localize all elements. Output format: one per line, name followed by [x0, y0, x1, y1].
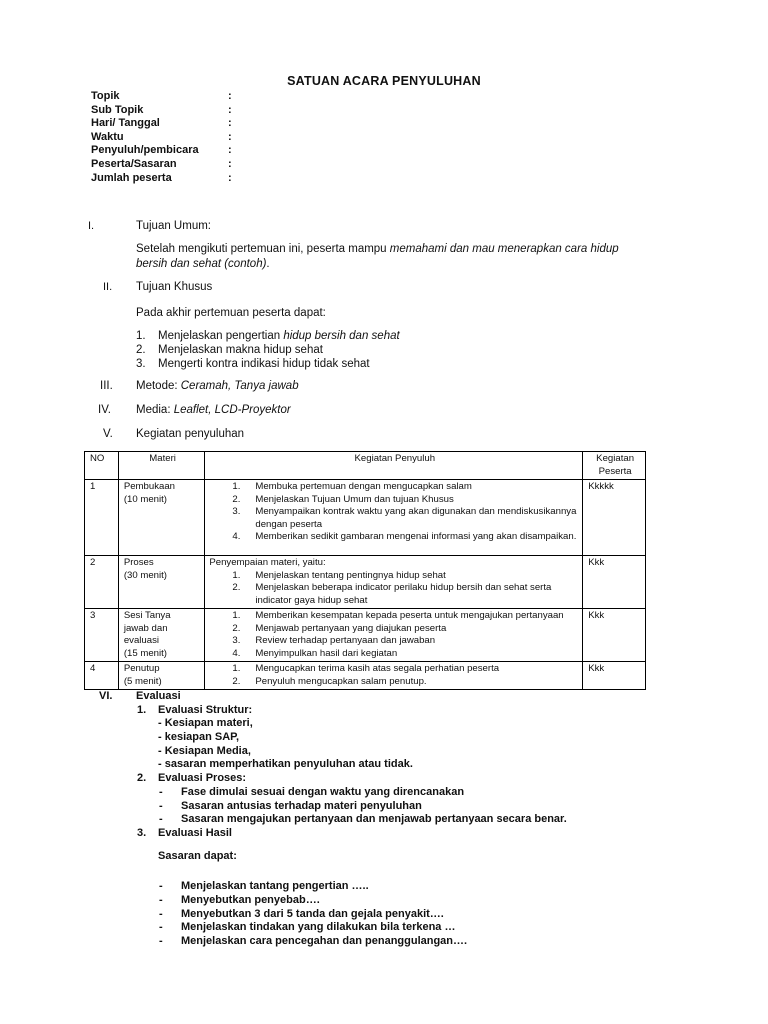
cell-peserta: Kkk	[583, 662, 646, 690]
table-row	[85, 556, 646, 609]
item-number: 1.	[232, 569, 241, 581]
cell-no: 3	[85, 609, 119, 662]
list-item	[0, 786, 768, 800]
item-number: 4.	[232, 647, 241, 659]
item-dash: -	[159, 935, 163, 947]
section-heading: Kegiatan penyuluhan	[136, 428, 245, 440]
table-row	[85, 480, 646, 556]
item-text: - Kesiapan materi,	[158, 717, 253, 730]
item-text: Menjelaskan Tujuan Umum dan tujuan Khusus	[255, 493, 454, 505]
info-row-jumlah	[91, 172, 232, 186]
evaluasi-heading-row	[0, 690, 768, 704]
list-item	[0, 921, 768, 935]
tujuan-khusus-list	[136, 330, 656, 372]
table-row	[85, 609, 646, 662]
table-row	[85, 662, 646, 690]
info-colon: :	[228, 157, 232, 170]
section-evaluasi	[0, 690, 768, 949]
info-row-topik	[91, 90, 232, 104]
item-text: Memberikan kesempatan kepada peserta untuk mengajukan pertanyaan	[255, 610, 564, 621]
item-dash: -	[159, 785, 163, 798]
list-item	[0, 935, 768, 949]
item-text: Menjawab pertanyaan yang diajukan peserta	[255, 622, 447, 634]
info-label: Sub Topik	[91, 103, 144, 116]
item-text: Menjelaskan makna hidup sehat	[158, 344, 323, 356]
item-number: 1.	[137, 703, 147, 716]
item-text: Menyebutkan penyebab….	[181, 893, 320, 906]
info-row-peserta	[91, 158, 232, 172]
item-text-italic: hidup bersih dan sehat	[283, 330, 400, 342]
item-text: Menyebutkan 3 dari 5 tanda dan gejala penyakit….	[181, 907, 444, 920]
cell-materi	[118, 662, 205, 690]
item-text: Mengucapkan terima kasih atas segala perhatian peserta	[255, 663, 500, 674]
item-number: 1.	[232, 610, 241, 621]
item-text: Penyuluh mengucapkan salam penutup.	[255, 675, 427, 687]
item-text: Menjelaskan cara pencegahan dan penanggulangan….	[181, 935, 468, 947]
tujuan-umum-text	[136, 242, 676, 272]
cell-kegiatan	[205, 662, 583, 690]
activity-item	[210, 676, 579, 689]
list-item	[0, 813, 768, 827]
info-label: Waktu	[91, 130, 124, 143]
activity-item	[210, 610, 579, 623]
item-number: 3.	[137, 826, 147, 839]
info-colon: :	[228, 103, 232, 116]
section-number: IV.	[98, 404, 112, 416]
item-dash: -	[159, 907, 163, 920]
item-text: Menyimpulkan hasil dari kegiatan	[255, 647, 398, 659]
item-text: Menjelaskan tantang pengertian …..	[181, 880, 369, 893]
info-colon: :	[228, 171, 232, 184]
section-content	[136, 404, 291, 418]
list-item	[136, 358, 656, 372]
materi-line: Penutup	[123, 663, 160, 674]
info-label: Topik	[91, 90, 120, 102]
section-number: I.	[88, 220, 95, 232]
text-italic: memahami dan mau menerapkan cara hidup	[389, 243, 619, 255]
text-plain: Setelah mengikuti pertemuan ini, peserta mampu	[136, 243, 390, 255]
subsection-heading: Evaluasi Struktur:	[158, 703, 253, 716]
list-item	[0, 731, 768, 745]
item-text: Mengerti kontra indikasi hidup tidak sehat	[158, 358, 370, 370]
evaluasi-proses-heading	[0, 772, 768, 786]
materi-line: (5 menit)	[123, 675, 162, 687]
item-number: 2.	[232, 622, 241, 634]
activity-item	[210, 623, 579, 636]
activity-table	[84, 451, 646, 690]
activity-item	[210, 494, 579, 507]
header-no: NO	[85, 452, 119, 480]
section-heading: Tujuan Khusus	[136, 281, 213, 293]
item-number: 3.	[136, 358, 146, 370]
spacer	[0, 863, 768, 880]
info-row-waktu	[91, 131, 232, 145]
section-number: VI.	[99, 690, 113, 702]
item-text: Fase dimulai sesuai dengan waktu yang direncanakan	[181, 785, 465, 798]
hasil-intro-row	[0, 850, 768, 864]
list-item	[136, 330, 656, 344]
section-number: V.	[103, 428, 113, 440]
item-dash: -	[159, 893, 163, 906]
item-number: 1.	[232, 481, 241, 492]
header-kegiatan-peserta: Kegiatan Peserta	[583, 452, 646, 480]
item-text: Menjelaskan beberapa indicator perilaku hidup bersih dan sehat serta indicator gaya hidup sehat	[255, 582, 552, 606]
item-text: Sasaran antusias terhadap materi penyuluhan	[181, 799, 422, 812]
section-content	[136, 380, 299, 394]
info-row-penyuluh	[91, 144, 232, 158]
activity-item	[210, 506, 579, 531]
item-number: 2.	[232, 675, 241, 687]
item-number: 2.	[136, 344, 146, 356]
hasil-intro: Sasaran dapat:	[158, 849, 237, 862]
item-number: 1.	[232, 663, 241, 674]
cell-no: 1	[85, 480, 119, 556]
materi-line: (10 menit)	[123, 493, 167, 505]
item-dash: -	[159, 813, 163, 826]
activity-item	[209, 570, 579, 583]
activity-item	[210, 481, 579, 494]
materi-line: Pembukaan	[123, 481, 176, 492]
materi-line: Sesi Tanya	[123, 610, 171, 621]
materi-line: evaluasi	[123, 635, 160, 646]
info-colon: :	[228, 117, 232, 130]
item-text: Menjelaskan tentang pentingnya hidup sehat	[255, 569, 446, 581]
info-colon: :	[228, 130, 232, 143]
text-italic: bersih dan sehat (contoh)	[136, 258, 267, 270]
info-label: Penyuluh/pembicara	[91, 144, 199, 157]
activity-item	[210, 531, 579, 544]
metode-label: Metode:	[136, 380, 181, 392]
materi-line: (15 menit)	[123, 647, 167, 659]
item-text-plain: Menjelaskan pengertian	[158, 330, 284, 342]
info-row-sub-topik	[91, 104, 232, 118]
cell-no: 2	[85, 556, 119, 609]
cell-materi	[118, 556, 205, 609]
section-heading: Evaluasi	[136, 690, 181, 702]
activity-item	[210, 648, 579, 661]
info-colon: :	[228, 90, 232, 102]
item-number: 1.	[136, 330, 146, 342]
item-text: - sasaran memperhatikan penyuluhan atau tidak.	[158, 758, 413, 771]
cell-materi	[118, 609, 205, 662]
cell-no: 4	[85, 662, 119, 690]
materi-line: Proses	[123, 557, 154, 568]
subsection-heading: Evaluasi Hasil	[158, 826, 232, 839]
section-heading: Tujuan Umum:	[136, 220, 211, 232]
list-item	[0, 717, 768, 731]
list-item	[0, 758, 768, 772]
media-label: Media:	[136, 404, 174, 416]
evaluasi-struktur-heading	[0, 704, 768, 718]
item-dash: -	[159, 880, 163, 893]
list-item	[0, 894, 768, 908]
item-text: - kesiapan SAP,	[158, 731, 240, 744]
item-dash: -	[159, 921, 163, 934]
section-number: II.	[103, 281, 113, 293]
cell-peserta: Kkkkk	[583, 480, 646, 556]
activity-item	[210, 663, 579, 676]
item-text: Menyampaikan kontrak waktu yang akan digunakan dan mendiskusikannya dengan peserta	[255, 506, 577, 530]
evaluasi-hasil-heading	[0, 827, 768, 841]
item-number: 3.	[232, 635, 241, 646]
materi-line: (30 menit)	[123, 569, 167, 581]
section-number: III.	[100, 380, 113, 392]
activity-intro: Penyempaian materi, yaitu:	[209, 557, 326, 568]
cell-kegiatan	[205, 480, 583, 556]
cell-peserta: Kkk	[583, 609, 646, 662]
item-text: Menjelaskan tindakan yang dilakukan bila terkena …	[181, 921, 456, 934]
spacer	[0, 841, 768, 850]
list-item	[0, 800, 768, 814]
list-item	[0, 745, 768, 759]
cell-kegiatan	[205, 609, 583, 662]
info-colon: :	[228, 144, 232, 157]
header-kegiatan-penyuluh: Kegiatan Penyuluh	[205, 452, 583, 480]
materi-line: jawab dan	[123, 622, 168, 634]
info-row-hari-tanggal	[91, 117, 232, 131]
info-label: Peserta/Sasaran	[91, 157, 177, 170]
item-number: 2.	[232, 493, 241, 505]
metode-value: Ceramah, Tanya jawab	[180, 380, 299, 392]
item-text	[158, 330, 400, 344]
list-item	[0, 908, 768, 922]
item-text: Memberikan sedikit gambaran mengenai informasi yang akan disampaikan.	[255, 531, 577, 542]
list-item	[0, 880, 768, 894]
item-number: 3.	[232, 506, 241, 517]
item-number: 4.	[232, 531, 241, 542]
info-label: Hari/ Tanggal	[91, 117, 160, 130]
subsection-heading: Evaluasi Proses:	[158, 772, 247, 785]
list-item	[136, 344, 656, 358]
cell-kegiatan	[205, 556, 583, 609]
media-value: Leaflet, LCD-Proyektor	[173, 404, 291, 416]
activity-item	[210, 635, 579, 648]
info-block	[91, 90, 232, 185]
document-title: SATUAN ACARA PENYULUHAN	[287, 74, 481, 88]
cell-peserta: Kkk	[583, 556, 646, 609]
table-header-row	[85, 452, 646, 480]
tujuan-khusus-intro: Pada akhir pertemuan peserta dapat:	[136, 307, 326, 319]
header-materi: Materi	[118, 452, 205, 480]
activity-item	[209, 582, 579, 607]
item-dash: -	[159, 799, 163, 812]
item-text: - Kesiapan Media,	[158, 744, 251, 757]
item-text: Review terhadap pertanyaan dan jawaban	[255, 635, 436, 646]
item-text: Membuka pertemuan dengan mengucapkan salam	[255, 481, 472, 492]
info-label: Jumlah peserta	[91, 171, 172, 184]
item-text: Sasaran mengajukan pertanyaan dan menjawab pertanyaan secara benar.	[181, 813, 567, 826]
text-end: .	[266, 258, 270, 270]
item-number: 2.	[137, 772, 147, 785]
item-number: 2.	[232, 582, 241, 593]
cell-materi	[118, 480, 205, 556]
